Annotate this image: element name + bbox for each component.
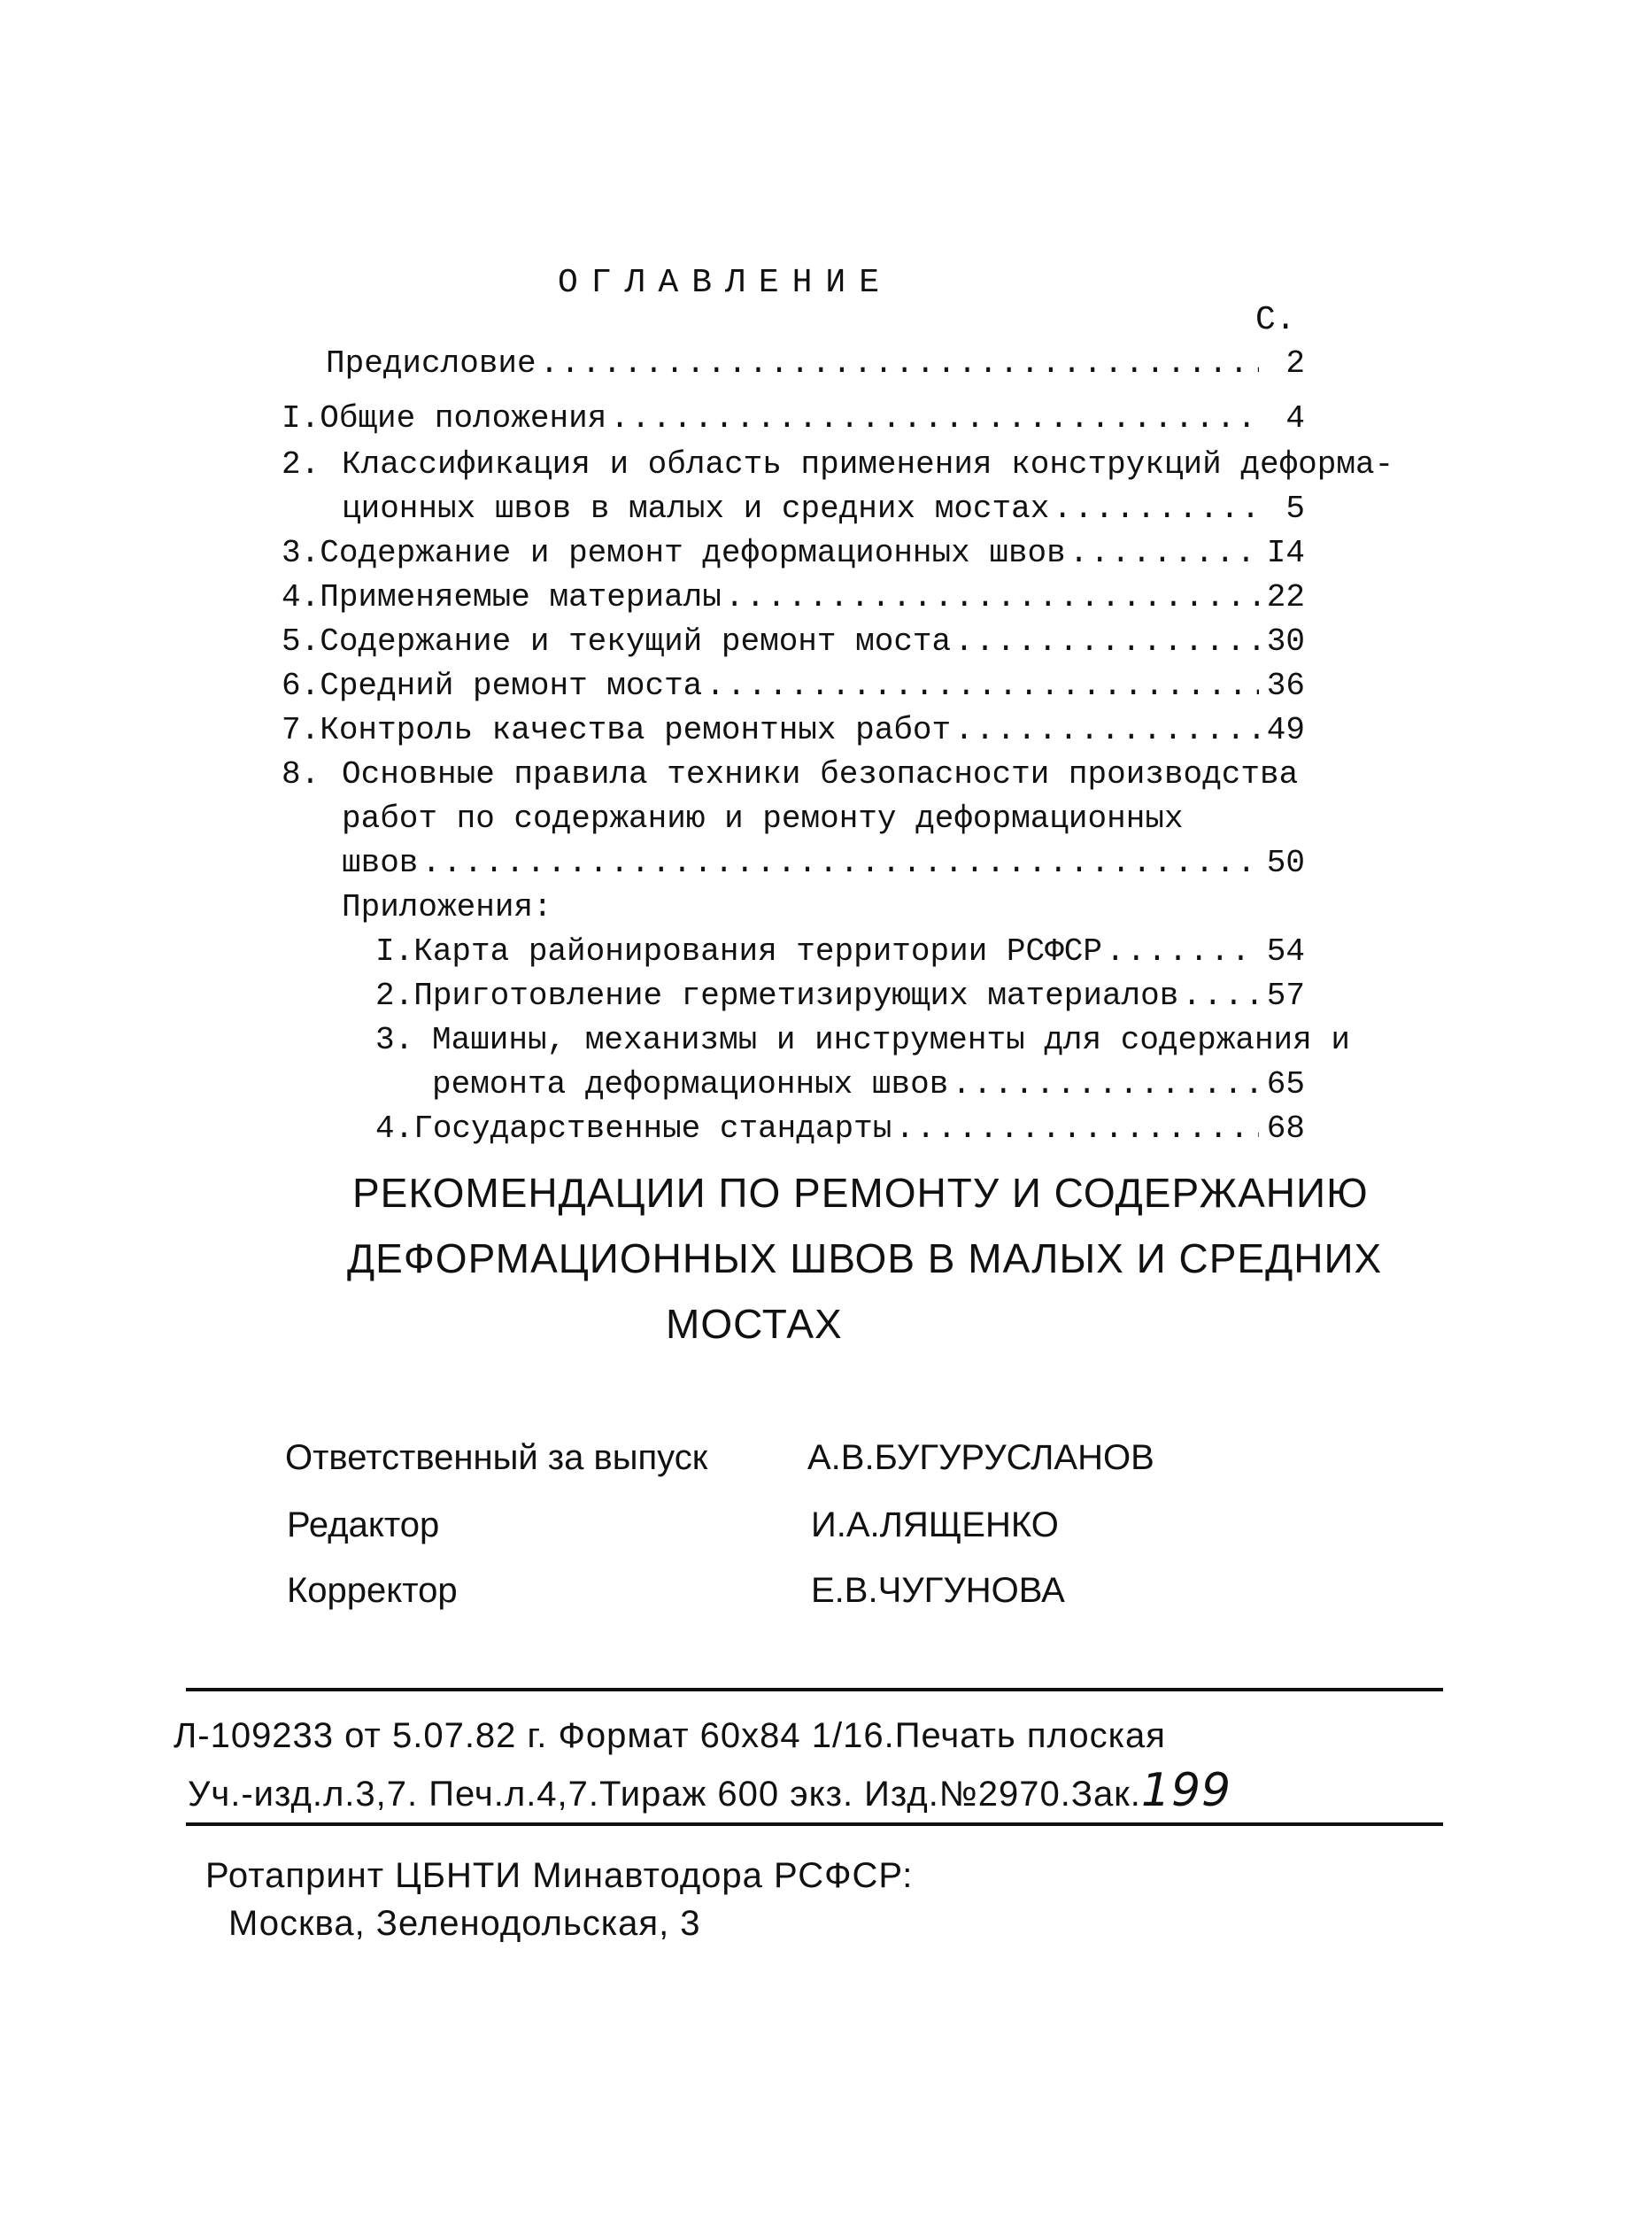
credit-role-responsible: Ответственный за выпуск bbox=[285, 1438, 708, 1477]
toc-entry-page: 2 bbox=[1285, 345, 1305, 382]
toc-entry-preface bbox=[326, 344, 1305, 384]
credit-name-proofreader: Е.В.ЧУГУНОВА bbox=[811, 1571, 1065, 1610]
document-title-line-2: ДЕФОРМАЦИОННЫХ ШВОВ В МАЛЫХ И СРЕДНИХ bbox=[347, 1235, 1383, 1281]
toc-entry-text: ционных швов в малых и средних мостах bbox=[342, 491, 1050, 527]
printer-line-2: Москва, Зеленодольская, 3 bbox=[228, 1904, 701, 1943]
toc-entry-text: Машины, механизмы и инструменты для содержания и bbox=[432, 1022, 1350, 1058]
toc-entry-page: 22 bbox=[1266, 579, 1305, 615]
toc-entry-number: 3. bbox=[282, 535, 320, 571]
toc-appendix-3-line1 bbox=[375, 1020, 1350, 1061]
toc-entry-text: Классификация и область применения конструкций деформа- bbox=[342, 446, 1394, 483]
toc-entry-6 bbox=[282, 666, 1305, 707]
toc-entry-text: Приготовление герметизирующих материалов bbox=[413, 978, 1179, 1014]
toc-leader-dots bbox=[895, 1109, 1259, 1149]
printer-line-1: Ротапринт ЦБНТИ Минавтодора РСФСР: bbox=[205, 1856, 914, 1895]
toc-entry-text: Содержание и текущий ремонт моста bbox=[320, 623, 952, 660]
toc-leader-dots bbox=[1053, 489, 1259, 530]
toc-entry-8 bbox=[342, 843, 1305, 884]
toc-entry-2 bbox=[342, 489, 1305, 530]
credit-role-editor: Редактор bbox=[287, 1505, 440, 1544]
toc-entry-number: 5. bbox=[282, 623, 320, 660]
imprint-line-2-text: Уч.-изд.л.3,7. Печ.л.4,7.Тираж 600 экз. Изд.№2970.Зак. bbox=[188, 1775, 1141, 1814]
toc-leader-dots bbox=[725, 577, 1259, 618]
toc-appendix-3 bbox=[432, 1064, 1305, 1105]
imprint-bottom-rule bbox=[186, 1822, 1443, 1826]
toc-entry-text: Карта районирования территории РСФСР bbox=[413, 933, 1102, 970]
toc-leader-dots bbox=[952, 1064, 1259, 1105]
toc-entry-text: Средний ремонт моста bbox=[320, 668, 703, 704]
toc-appendix-1 bbox=[375, 932, 1305, 972]
toc-entry-text: работ по содержанию и ремонту деформационных bbox=[342, 801, 1184, 837]
toc-entry-number: 4. bbox=[282, 579, 320, 615]
document-title-line-3: МОСТАХ bbox=[666, 1301, 843, 1347]
document-title-line-1: РЕКОМЕНДАЦИИ ПО РЕМОНТУ И СОДЕРЖАНИЮ bbox=[352, 1170, 1369, 1216]
toc-entry-number: 2. bbox=[282, 446, 320, 483]
toc-leader-dots bbox=[610, 398, 1259, 439]
credit-name-editor: И.А.ЛЯЩЕНКО bbox=[811, 1505, 1059, 1544]
toc-leader-dots bbox=[540, 344, 1259, 384]
toc-entry-page: I4 bbox=[1266, 535, 1305, 571]
toc-entry-text: Контроль качества ремонтных работ bbox=[320, 712, 952, 748]
toc-leader-dots bbox=[421, 843, 1259, 884]
toc-entry-number: 6. bbox=[282, 668, 320, 704]
toc-entry-7 bbox=[282, 710, 1305, 751]
toc-entry-4 bbox=[282, 577, 1305, 618]
imprint-line-1: Л-109233 от 5.07.82 г. Формат 60х84 1/16.Печать плоская bbox=[174, 1716, 1166, 1755]
toc-entry-text: Основные правила техники безопасности производства bbox=[342, 756, 1299, 793]
toc-entry-number: 8. bbox=[282, 756, 320, 793]
toc-entry-text: Применяемые материалы bbox=[320, 579, 722, 615]
imprint-line-2 bbox=[188, 1764, 1231, 1817]
toc-appendix-4 bbox=[375, 1109, 1305, 1149]
toc-entry-page: 4 bbox=[1285, 400, 1305, 437]
toc-leader-dots bbox=[954, 710, 1259, 751]
toc-entry-text: швов bbox=[342, 845, 419, 881]
toc-entry-text: Общие положения bbox=[320, 400, 607, 437]
toc-entry-page: 49 bbox=[1266, 712, 1305, 748]
toc-appendix-label: Приложения: bbox=[342, 889, 552, 925]
toc-entry-number: 7. bbox=[282, 712, 320, 748]
toc-entry-text: Предисловие bbox=[326, 345, 537, 382]
toc-entry-text: Государственные стандарты bbox=[413, 1110, 892, 1147]
imprint-top-rule bbox=[186, 1688, 1443, 1691]
toc-entry-page: 36 bbox=[1266, 668, 1305, 704]
toc-entry-number: I. bbox=[282, 400, 320, 437]
toc-entry-8-line1 bbox=[282, 754, 1298, 795]
credit-role-proofreader: Корректор bbox=[287, 1571, 458, 1610]
toc-entry-number: I. bbox=[375, 933, 414, 970]
toc-leader-dots bbox=[1069, 533, 1259, 574]
toc-entry-number: 2. bbox=[375, 978, 414, 1014]
toc-entry-number: 3. bbox=[375, 1022, 414, 1058]
toc-leader-dots bbox=[1182, 976, 1259, 1017]
toc-entry-number: 4. bbox=[375, 1110, 414, 1147]
toc-entry-text: ремонта деформационных швов bbox=[432, 1066, 949, 1103]
toc-entry-page: 65 bbox=[1266, 1066, 1305, 1103]
toc-entry-page: 68 bbox=[1266, 1110, 1305, 1147]
toc-entry-5 bbox=[282, 622, 1305, 662]
toc-leader-dots bbox=[1106, 932, 1259, 972]
toc-page-column-header: С. bbox=[1255, 301, 1296, 339]
order-number-handwritten: 199 bbox=[1140, 1764, 1232, 1817]
credit-name-responsible: А.В.БУГУРУСЛАНОВ bbox=[807, 1438, 1154, 1477]
toc-entry-page: 30 bbox=[1266, 623, 1305, 660]
toc-leader-dots bbox=[706, 666, 1259, 707]
toc-leader-dots bbox=[954, 622, 1259, 662]
toc-title: ОГЛАВЛЕНИЕ bbox=[558, 264, 893, 302]
toc-entry-3 bbox=[282, 533, 1305, 574]
toc-appendix-2 bbox=[375, 976, 1305, 1017]
toc-entry-page: 5 bbox=[1285, 491, 1305, 527]
toc-entry-8-line2 bbox=[342, 799, 1184, 839]
toc-entry-page: 50 bbox=[1266, 845, 1305, 881]
toc-entry-page: 54 bbox=[1266, 933, 1305, 970]
toc-entry-text: Содержание и ремонт деформационных швов bbox=[320, 535, 1066, 571]
toc-entry-2-line1 bbox=[282, 445, 1393, 485]
toc-entry-page: 57 bbox=[1266, 978, 1305, 1014]
toc-entry-1 bbox=[282, 398, 1305, 439]
